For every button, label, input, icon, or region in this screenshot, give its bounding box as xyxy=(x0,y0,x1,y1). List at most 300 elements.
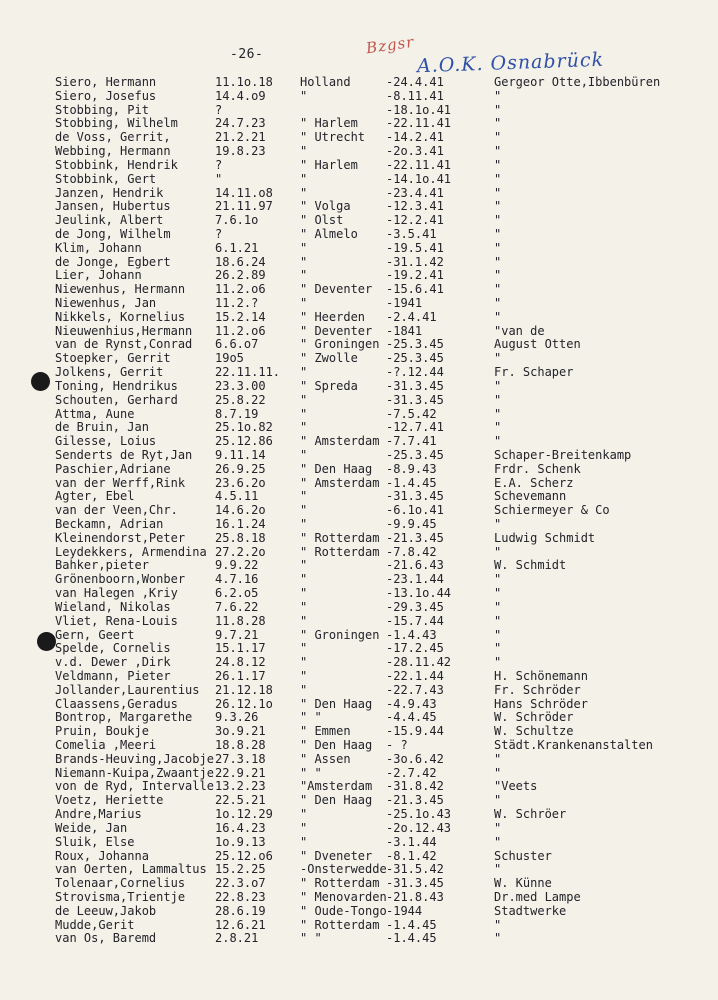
person-name: Niewenhus, Jan xyxy=(55,296,157,310)
person-name: Schouten, Gerhard xyxy=(55,392,178,407)
birth-date: 7.6.1o xyxy=(215,213,259,228)
employer: " xyxy=(494,655,502,670)
birth-date: 25.1o.82 xyxy=(215,420,273,435)
employer: " xyxy=(494,586,502,601)
birth-date: 13.2.23 xyxy=(215,779,266,794)
departure-date: -25.3.45 xyxy=(386,351,444,366)
departure-date: -22.7.43 xyxy=(386,682,444,697)
departure-date: -19.2.41 xyxy=(386,268,444,283)
person-name: Leydekkers, Armendina xyxy=(55,544,207,559)
birth-date: 26.12.1o xyxy=(215,696,273,711)
list-item xyxy=(0,380,718,394)
list-item xyxy=(0,408,718,422)
birth-date: 21.11.97 xyxy=(215,199,273,214)
person-name: Stobbink, Hendrik xyxy=(55,157,178,172)
departure-date: -12.7.41 xyxy=(386,420,444,435)
employer: Schiermeyer & Co xyxy=(494,503,610,518)
person-name: Gern, Geert xyxy=(55,627,135,642)
departure-date: -21.3.45 xyxy=(386,530,444,545)
departure-date: -31.3.45 xyxy=(386,489,444,504)
employer: " xyxy=(494,378,502,393)
person-name: de Leeuw,Jakob xyxy=(55,903,157,918)
list-item xyxy=(0,173,718,187)
departure-date: -1.4.45 xyxy=(386,475,437,490)
origin-place: " xyxy=(300,144,308,159)
origin-place: " Den Haag xyxy=(300,738,373,752)
person-name: de Jonge, Egbert xyxy=(55,254,171,269)
birth-date: 7.6.22 xyxy=(215,599,259,614)
list-item xyxy=(0,435,718,449)
origin-place: " xyxy=(300,517,308,531)
list-item xyxy=(0,850,718,864)
birth-date: 9.3.26 xyxy=(215,710,259,725)
person-name: Voetz, Heriette xyxy=(55,793,164,808)
departure-date: -31.3.45 xyxy=(386,392,444,407)
origin-place: " Volga xyxy=(300,199,351,214)
birth-date: 27.2.2o xyxy=(215,544,266,559)
person-name: Tolenaar,Cornelius xyxy=(55,876,186,891)
origin-place: " xyxy=(300,254,308,269)
departure-date: -12.2.41 xyxy=(386,213,444,228)
origin-place: " " xyxy=(300,931,322,946)
list-item xyxy=(0,532,718,546)
birth-date: 18.8.28 xyxy=(215,738,266,752)
employer: Ludwig Schmidt xyxy=(494,530,596,545)
origin-place: " xyxy=(300,558,308,573)
person-name: de Voss, Gerrit, xyxy=(55,130,171,145)
departure-date: -3o.6.42 xyxy=(386,751,444,766)
list-item xyxy=(0,932,718,946)
employer: " xyxy=(494,130,502,145)
origin-place: " " xyxy=(300,765,322,780)
list-item xyxy=(0,131,718,145)
birth-date: 4.7.16 xyxy=(215,572,259,587)
person-name: Weide, Jan xyxy=(55,820,128,835)
list-item xyxy=(0,214,718,228)
origin-place: " Spreda xyxy=(300,378,358,393)
list-item xyxy=(0,366,718,380)
departure-date: -18.1o.41 xyxy=(386,102,452,117)
list-item xyxy=(0,808,718,822)
departure-date: -6.1o.41 xyxy=(386,503,444,518)
person-name: Mudde,Gerit xyxy=(55,917,135,932)
person-name: Niewenhus, Hermann xyxy=(55,282,186,297)
list-item xyxy=(0,145,718,159)
list-item xyxy=(0,836,718,850)
list-item xyxy=(0,725,718,739)
departure-date: -21.3.45 xyxy=(386,793,444,808)
list-item xyxy=(0,767,718,781)
origin-place: " xyxy=(300,392,308,407)
departure-date: -1.4.43 xyxy=(386,627,437,642)
birth-date: 19.8.23 xyxy=(215,144,266,159)
person-name: Stobbink, Gert xyxy=(55,171,157,186)
person-name: Claassens,Geradus xyxy=(55,696,178,711)
handwritten-note-blue: A.O.K. Osnabrück xyxy=(416,48,605,78)
origin-place: " xyxy=(300,240,308,255)
employer: " xyxy=(494,517,502,531)
employer: Frdr. Schenk xyxy=(494,461,581,476)
list-item xyxy=(0,629,718,643)
list-item xyxy=(0,905,718,919)
employer: " xyxy=(494,213,502,228)
departure-date: -1.4.45 xyxy=(386,931,437,946)
person-name: van de Rynst,Conrad xyxy=(55,337,193,352)
employer: " xyxy=(494,268,502,283)
birth-date: 1o.9.13 xyxy=(215,834,266,849)
list-item xyxy=(0,76,718,90)
departure-date: -23.1.44 xyxy=(386,572,444,587)
origin-place: " Rotterdam xyxy=(300,876,380,891)
birth-date: 14.4.o9 xyxy=(215,88,266,103)
origin-place: " xyxy=(300,682,308,697)
list-item xyxy=(0,642,718,656)
origin-place: " Den Haag xyxy=(300,696,373,711)
departure-date: -8.1.42 xyxy=(386,848,437,863)
list-item xyxy=(0,863,718,877)
person-name: Beckamn, Adrian xyxy=(55,517,164,531)
person-name: Nikkels, Kornelius xyxy=(55,309,186,324)
list-item xyxy=(0,601,718,615)
person-name: de Jong, Wilhelm xyxy=(55,226,171,241)
list-item xyxy=(0,587,718,601)
employer: " xyxy=(494,144,502,159)
birth-date: 15.2.14 xyxy=(215,309,266,324)
origin-place: Holland xyxy=(300,75,351,89)
origin-place: " xyxy=(300,503,308,518)
departure-date: -4.4.45 xyxy=(386,710,437,725)
person-name: Lier, Johann xyxy=(55,268,142,283)
departure-date: -7.7.41 xyxy=(386,434,437,449)
employer: "Veets xyxy=(494,779,538,794)
origin-place: "Amsterdam xyxy=(300,779,373,794)
origin-place: " Harlem xyxy=(300,157,358,172)
departure-date: -1944 xyxy=(386,903,423,918)
origin-place: " Heerden xyxy=(300,309,366,324)
employer: Schaper-Breitenkamp xyxy=(494,447,632,462)
list-item xyxy=(0,449,718,463)
birth-date: ? xyxy=(215,102,223,117)
employer: " xyxy=(494,102,502,117)
origin-place: " xyxy=(300,655,308,670)
birth-date: 6.1.21 xyxy=(215,240,259,255)
origin-place: " Amsterdam xyxy=(300,434,380,449)
list-item xyxy=(0,117,718,131)
origin-place: " xyxy=(300,834,308,849)
birth-date: 1o.12.29 xyxy=(215,807,273,822)
departure-date: -9.9.45 xyxy=(386,517,437,531)
employer: " xyxy=(494,613,502,628)
employer: August Otten xyxy=(494,337,581,352)
birth-date: 11.1o.18 xyxy=(215,75,273,89)
departure-date: -1841 xyxy=(386,323,423,338)
employer: " xyxy=(494,765,502,780)
departure-date: -19.5.41 xyxy=(386,240,444,255)
person-name: Gilesse, Loius xyxy=(55,434,157,449)
origin-place: " Rotterdam xyxy=(300,530,380,545)
birth-date: ? xyxy=(215,226,223,241)
origin-place: " Utrecht xyxy=(300,130,366,145)
birth-date: 22.3.o7 xyxy=(215,876,266,891)
origin-place: " Den Haag xyxy=(300,461,373,476)
origin-place: " xyxy=(300,88,308,103)
departure-date: -31.1.42 xyxy=(386,254,444,269)
departure-date: -31.8.42 xyxy=(386,779,444,794)
origin-place: " Emmen xyxy=(300,724,351,739)
person-name: von de Ryd, Intervalle xyxy=(55,779,214,794)
departure-date: -1.4.45 xyxy=(386,917,437,932)
employer: E.A. Scherz xyxy=(494,475,574,490)
origin-place: " xyxy=(300,420,308,435)
birth-date: 14.11.o8 xyxy=(215,185,273,200)
origin-place: " Assen xyxy=(300,751,351,766)
person-name: Jeulink, Albert xyxy=(55,213,164,228)
employer: W. Künne xyxy=(494,876,552,891)
employer: W. Schröder xyxy=(494,710,574,725)
employer: " xyxy=(494,392,502,407)
departure-date: -22.11.41 xyxy=(386,116,452,131)
person-name: Comelia ,Meeri xyxy=(55,738,157,752)
person-name: Attma, Aune xyxy=(55,406,135,421)
person-name: Roux, Johanna xyxy=(55,848,149,863)
birth-date: 14.6.2o xyxy=(215,503,266,518)
list-item xyxy=(0,256,718,270)
departure-date: -3.5.41 xyxy=(386,226,437,241)
departure-date: -14.2.41 xyxy=(386,130,444,145)
origin-place: " Rotterdam xyxy=(300,544,380,559)
list-item xyxy=(0,242,718,256)
employer: " xyxy=(494,834,502,849)
origin-place: " xyxy=(300,613,308,628)
birth-date: 4.5.11 xyxy=(215,489,259,504)
person-name: Bahker,pieter xyxy=(55,558,149,573)
employer: W. Schmidt xyxy=(494,558,567,573)
list-item xyxy=(0,421,718,435)
origin-place: " Olst xyxy=(300,213,344,228)
list-item xyxy=(0,228,718,242)
origin-place: -Onsterwedde xyxy=(300,862,387,877)
person-name: Bontrop, Margarethe xyxy=(55,710,193,725)
birth-date: 25.8.18 xyxy=(215,530,266,545)
employer: " xyxy=(494,917,502,932)
employer: " xyxy=(494,351,502,366)
person-name: v.d. Dewer ,Dirk xyxy=(55,655,171,670)
departure-date: -7.8.42 xyxy=(386,544,437,559)
person-name: Stoepker, Gerrit xyxy=(55,351,171,366)
birth-date: 22.5.21 xyxy=(215,793,266,808)
departure-date: -3.1.44 xyxy=(386,834,437,849)
departure-date: -31.3.45 xyxy=(386,876,444,891)
list-item xyxy=(0,573,718,587)
origin-place: " xyxy=(300,572,308,587)
list-item xyxy=(0,877,718,891)
person-name: Klim, Johann xyxy=(55,240,142,255)
departure-date: -25.1o.43 xyxy=(386,807,452,822)
origin-place: " xyxy=(300,365,308,380)
departure-date: -8.9.43 xyxy=(386,461,437,476)
birth-date: 24.8.12 xyxy=(215,655,266,670)
employer: "van de xyxy=(494,323,545,338)
departure-date: -12.3.41 xyxy=(386,199,444,214)
list-item xyxy=(0,187,718,201)
birth-date: 24.7.23 xyxy=(215,116,266,131)
list-item xyxy=(0,711,718,725)
origin-place: " xyxy=(300,820,308,835)
person-name: Stobbing, Pit xyxy=(55,102,149,117)
origin-place: " " xyxy=(300,710,322,725)
employer: " xyxy=(494,627,502,642)
employer: " xyxy=(494,820,502,835)
list-item xyxy=(0,159,718,173)
employer: " xyxy=(494,751,502,766)
departure-date: -14.1o.41 xyxy=(386,171,452,186)
birth-date: 25.12.o6 xyxy=(215,848,273,863)
person-name: van Oerten, Lammaltus xyxy=(55,862,207,877)
departure-date: -1941 xyxy=(386,296,423,310)
person-name: Pruin, Boukje xyxy=(55,724,149,739)
birth-date: 26.1.17 xyxy=(215,668,266,683)
person-name: Grönenboorn,Wonber xyxy=(55,572,186,587)
person-name: Jollander,Laurentius xyxy=(55,682,200,697)
birth-date: 16.1.24 xyxy=(215,517,266,531)
person-name: van Halegen ,Kriy xyxy=(55,586,178,601)
employer: " xyxy=(494,406,502,421)
list-item xyxy=(0,822,718,836)
employer: Stadtwerke xyxy=(494,903,567,918)
birth-date: 21.2.21 xyxy=(215,130,266,145)
departure-date: -2o.3.41 xyxy=(386,144,444,159)
origin-place: " xyxy=(300,599,308,614)
birth-date: 22.11.11. xyxy=(215,365,281,380)
employer: " xyxy=(494,793,502,808)
departure-date: -21.8.43 xyxy=(386,889,444,904)
list-item xyxy=(0,698,718,712)
list-item xyxy=(0,352,718,366)
person-name: Jansen, Hubertus xyxy=(55,199,171,214)
person-name: Jolkens, Gerrit xyxy=(55,365,164,380)
employer: " xyxy=(494,296,502,310)
origin-place: " Groningen xyxy=(300,337,380,352)
birth-date: 2.8.21 xyxy=(215,931,259,946)
origin-place: " xyxy=(300,641,308,656)
list-item xyxy=(0,477,718,491)
person-name: Vliet, Rena-Louis xyxy=(55,613,178,628)
departure-date: -17.2.45 xyxy=(386,641,444,656)
departure-date: - ? xyxy=(386,738,408,752)
birth-date: 11.8.28 xyxy=(215,613,266,628)
origin-place: " Zwolle xyxy=(300,351,358,366)
birth-date: 27.3.18 xyxy=(215,751,266,766)
employer: Fr. Schröder xyxy=(494,682,581,697)
birth-date: 18.6.24 xyxy=(215,254,266,269)
list-item xyxy=(0,338,718,352)
departure-date: -15.6.41 xyxy=(386,282,444,297)
person-name: Toning, Hendrikus xyxy=(55,378,178,393)
origin-place: " xyxy=(300,296,308,310)
person-name: Janzen, Hendrik xyxy=(55,185,164,200)
list-item xyxy=(0,656,718,670)
list-item xyxy=(0,200,718,214)
person-name: Wieland, Nikolas xyxy=(55,599,171,614)
birth-date: 11.2.o6 xyxy=(215,323,266,338)
person-name: Paschier,Adriane xyxy=(55,461,171,476)
employer: " xyxy=(494,434,502,449)
departure-date: -4.9.43 xyxy=(386,696,437,711)
employer: Dr.med Lampe xyxy=(494,889,581,904)
birth-date: 25.8.22 xyxy=(215,392,266,407)
origin-place: " Oude-Tongo xyxy=(300,903,387,918)
birth-date: 23.3.00 xyxy=(215,378,266,393)
person-name: Nieuwenhius,Hermann xyxy=(55,323,193,338)
origin-place: " Den Haag xyxy=(300,793,373,808)
list-item xyxy=(0,490,718,504)
list-item xyxy=(0,684,718,698)
employer: " xyxy=(494,185,502,200)
list-item xyxy=(0,891,718,905)
list-item xyxy=(0,283,718,297)
employer: " xyxy=(494,171,502,186)
origin-place: " Dveneter xyxy=(300,848,373,863)
page-number: -26- xyxy=(230,47,264,62)
employer: " xyxy=(494,116,502,131)
employer: Gergeor Otte,Ibbenbüren xyxy=(494,75,661,89)
origin-place: " Deventer xyxy=(300,323,373,338)
employer: " xyxy=(494,309,502,324)
birth-date: 19o5 xyxy=(215,351,244,366)
origin-place: " Deventer xyxy=(300,282,373,297)
list-item xyxy=(0,90,718,104)
person-name: van der Veen,Chr. xyxy=(55,503,178,518)
person-name: Strovisma,Trientje xyxy=(55,889,186,904)
list-item xyxy=(0,311,718,325)
employer: " xyxy=(494,282,502,297)
departure-date: -28.11.42 xyxy=(386,655,452,670)
departure-date: -13.1o.44 xyxy=(386,586,452,601)
employer: " xyxy=(494,420,502,435)
person-name: Veldmann, Pieter xyxy=(55,668,171,683)
person-name: Sluik, Else xyxy=(55,834,135,849)
birth-date: 9.7.21 xyxy=(215,627,259,642)
origin-place: " xyxy=(300,185,308,200)
list-item xyxy=(0,794,718,808)
birth-date: 11.2.? xyxy=(215,296,259,310)
person-name: Senderts de Ryt,Jan xyxy=(55,447,193,462)
employer: " xyxy=(494,88,502,103)
birth-date: 26.2.89 xyxy=(215,268,266,283)
origin-place: " Amsterdam xyxy=(300,475,380,490)
departure-date: -15.9.44 xyxy=(386,724,444,739)
list-item xyxy=(0,615,718,629)
list-item xyxy=(0,919,718,933)
employer: " xyxy=(494,572,502,587)
departure-date: -23.4.41 xyxy=(386,185,444,200)
employer: Fr. Schaper xyxy=(494,365,574,380)
list-item xyxy=(0,670,718,684)
person-name: van der Werff,Rink xyxy=(55,475,186,490)
list-item xyxy=(0,104,718,118)
origin-place: " xyxy=(300,807,308,822)
list-item xyxy=(0,739,718,753)
origin-place: " xyxy=(300,489,308,504)
departure-date: -22.1.44 xyxy=(386,668,444,683)
birth-date: 22.8.23 xyxy=(215,889,266,904)
employer: " xyxy=(494,199,502,214)
list-item xyxy=(0,269,718,283)
person-name: Webbing, Hermann xyxy=(55,144,171,159)
employer: " xyxy=(494,240,502,255)
list-item xyxy=(0,753,718,767)
departure-date: -2.7.42 xyxy=(386,765,437,780)
